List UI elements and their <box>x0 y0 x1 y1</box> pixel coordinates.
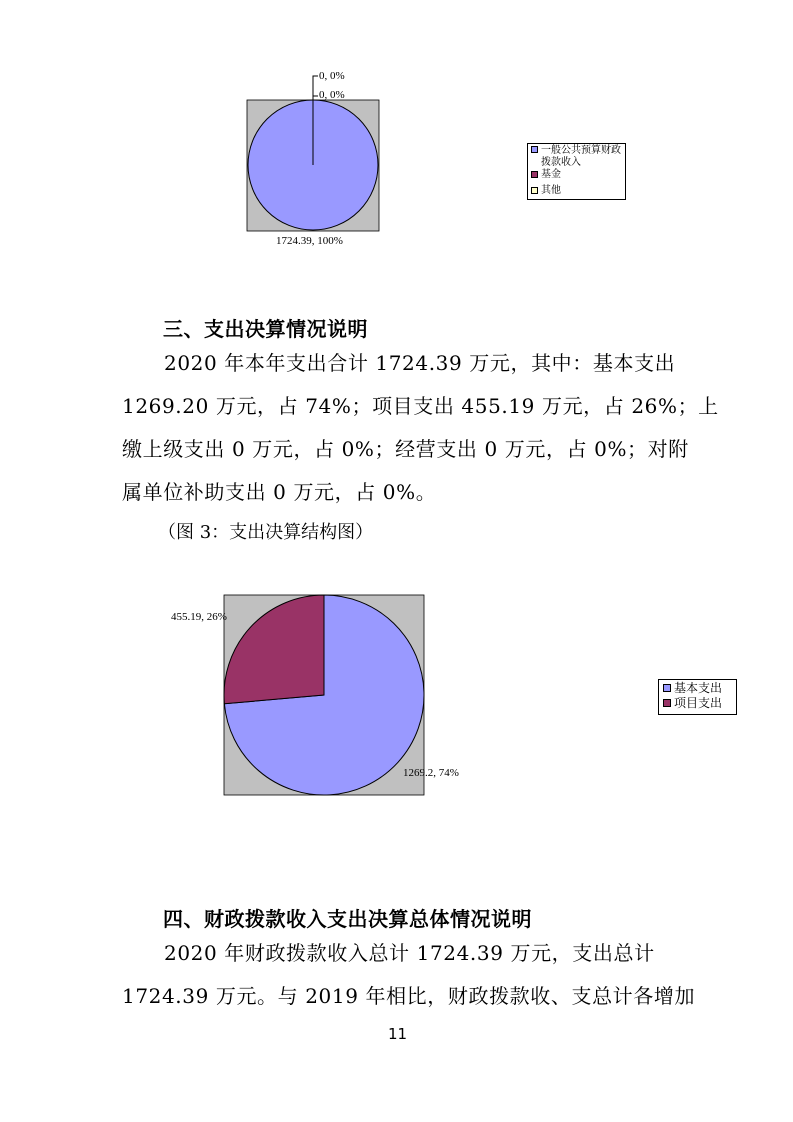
legend-swatch <box>531 146 538 153</box>
legend-item <box>528 169 625 181</box>
section4-paragraph-line: 2020 年财政拨款收入总计 1724.39 万元，支出总计 <box>164 941 655 965</box>
chart1-data-label-main: 1724.39, 100% <box>276 235 343 247</box>
legend-swatch <box>531 187 538 194</box>
section4-heading: 四、财政拨款收入支出决算总体情况说明 <box>163 907 532 931</box>
legend-label: 一般公共预算财政拨款收入 <box>541 145 621 168</box>
legend-item <box>659 681 736 696</box>
income-structure-pie-chart <box>240 66 380 250</box>
chart2-legend <box>658 679 737 715</box>
legend-swatch <box>663 699 671 707</box>
legend-label: 基本支出 <box>674 681 723 695</box>
chart1-legend <box>527 143 626 200</box>
legend-label: 基金 <box>541 169 561 180</box>
legend-item <box>528 185 625 197</box>
figure3-caption: （图 3：支出决算结构图） <box>158 522 374 543</box>
legend-swatch <box>663 684 671 692</box>
legend-label: 项目支出 <box>674 696 723 710</box>
section4-paragraph-line: 1724.39 万元。与 2019 年相比，财政拨款收、支总计各增加 <box>122 984 696 1008</box>
section3-paragraph-line: 2020 年本年支出合计 1724.39 万元，其中：基本支出 <box>164 351 676 375</box>
legend-label: 其他 <box>541 185 561 196</box>
legend-item <box>528 144 625 169</box>
chart2-data-label-jiben: 1269.2, 74% <box>403 767 459 779</box>
expenditure-structure-pie-chart <box>220 590 430 800</box>
section3-heading: 三、支出决算情况说明 <box>163 317 368 341</box>
chart1-data-label-qita: 0, 0% <box>319 89 345 101</box>
section3-paragraph-line: 缴上级支出 0 万元，占 0%；经营支出 0 万元，占 0%；对附 <box>122 437 689 461</box>
chart2-data-label-xiangmu: 455.19, 26% <box>171 611 227 623</box>
legend-item <box>659 696 736 711</box>
chart1-data-label-jijin: 0, 0% <box>319 70 345 82</box>
page-number: 11 <box>388 1025 408 1043</box>
legend-swatch <box>531 171 538 178</box>
section3-paragraph-line: 1269.20 万元，占 74%；项目支出 455.19 万元，占 26%；上 <box>122 394 719 418</box>
section3-paragraph-line: 属单位补助支出 0 万元，占 0%。 <box>122 480 437 504</box>
